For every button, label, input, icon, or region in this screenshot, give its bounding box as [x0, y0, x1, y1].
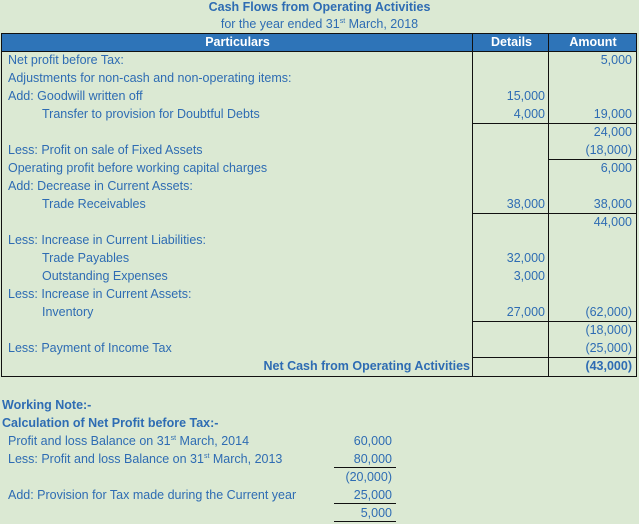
- label-prefix: Less: Profit and loss Balance on 31: [8, 452, 204, 466]
- row-amount: 44,000: [593, 215, 632, 229]
- label-suffix: March, 2013: [209, 452, 283, 466]
- header-amount: Amount: [569, 35, 617, 49]
- total-rule: [334, 521, 396, 522]
- row-details: 38,000: [506, 197, 545, 211]
- row-details: 27,000: [506, 305, 545, 319]
- working-note-label: [8, 488, 296, 502]
- row-particulars: Adjustments for non-cash and non-operating items:: [8, 71, 292, 85]
- table-row: [2, 340, 636, 358]
- working-note-subheading: Calculation of Net Profit before Tax:-: [2, 416, 219, 430]
- table-row: [2, 178, 636, 196]
- working-note-label: [8, 452, 282, 466]
- row-details: 32,000: [506, 251, 545, 265]
- row-particulars: Add: Goodwill written off: [8, 89, 143, 103]
- table-header: [2, 34, 636, 52]
- working-note-line: [0, 434, 400, 452]
- working-note-value: 60,000: [353, 434, 392, 448]
- table-row: [2, 160, 636, 178]
- row-particulars: Trade Payables: [42, 251, 130, 265]
- subtotal-rule: [334, 467, 396, 468]
- statement-subtitle: [0, 17, 639, 31]
- row-details: 3,000: [513, 269, 545, 283]
- table-row: [2, 142, 636, 160]
- working-note-value: 80,000: [353, 452, 392, 466]
- table-row: [2, 106, 636, 124]
- row-details: 15,000: [506, 89, 545, 103]
- label-prefix: Add: Provision for Tax made during the Current year: [8, 488, 297, 502]
- table-row: [2, 286, 636, 304]
- label-sup: st: [170, 434, 177, 442]
- table-row: [2, 322, 636, 340]
- subtotal-rule: [334, 503, 396, 504]
- row-particulars: Net profit before Tax:: [8, 53, 124, 67]
- table-row: [2, 358, 636, 376]
- working-note-line: [0, 470, 400, 488]
- row-amount: (43,000): [585, 359, 632, 373]
- row-particulars: Less: Increase in Current Assets:: [8, 287, 192, 301]
- subtitle-text: for the year ended 31: [220, 17, 340, 31]
- row-particulars: Inventory: [42, 305, 94, 319]
- row-amount: 5,000: [600, 53, 632, 67]
- table-row: [2, 52, 636, 70]
- row-particulars: Operating profit before working capital charges: [8, 161, 268, 175]
- row-amount: 24,000: [593, 125, 632, 139]
- working-note-label: [8, 434, 249, 448]
- table-row: [2, 70, 636, 88]
- row-particulars: Less: Profit on sale of Fixed Assets: [8, 143, 203, 157]
- subtitle-sup: st: [339, 17, 346, 25]
- row-particulars: Outstanding Expenses: [42, 269, 168, 283]
- table-row: [2, 88, 636, 106]
- row-particulars: Trade Receivables: [42, 197, 146, 211]
- row-amount: (18,000): [585, 323, 632, 337]
- row-particulars: Less: Increase in Current Liabilities:: [8, 233, 207, 247]
- row-amount: (62,000): [585, 305, 632, 319]
- header-details: Details: [491, 35, 532, 49]
- row-amount: (18,000): [585, 143, 632, 157]
- table-row: [2, 214, 636, 232]
- label-suffix: March, 2014: [176, 434, 250, 448]
- table-row: [2, 268, 636, 286]
- table-row: [2, 304, 636, 322]
- label-sup: st: [203, 452, 210, 460]
- row-amount: 19,000: [593, 107, 632, 121]
- table-row: [2, 124, 636, 142]
- row-amount: 6,000: [600, 161, 632, 175]
- row-particulars: Less: Payment of Income Tax: [8, 341, 172, 355]
- working-note-value: 25,000: [353, 488, 392, 502]
- header-particulars: Particulars: [205, 35, 270, 49]
- working-note-heading: Working Note:-: [2, 398, 92, 412]
- working-note-value: 5,000: [360, 506, 392, 520]
- row-particulars: Net Cash from Operating Activities: [263, 359, 470, 373]
- table-row: [2, 232, 636, 250]
- statement-title: Cash Flows from Operating Activities: [208, 0, 431, 14]
- table-row: [2, 250, 636, 268]
- row-particulars: Add: Decrease in Current Assets:: [8, 179, 193, 193]
- subtitle-text-suffix: March, 2018: [345, 17, 419, 31]
- table-row: [2, 196, 636, 214]
- row-amount: (25,000): [585, 341, 632, 355]
- working-note-value: (20,000): [345, 470, 392, 484]
- label-prefix: Profit and loss Balance on 31: [8, 434, 171, 448]
- cash-flow-table: [1, 33, 637, 377]
- row-amount: 38,000: [593, 197, 632, 211]
- row-particulars: Transfer to provision for Doubtful Debts: [42, 107, 260, 121]
- row-details: 4,000: [513, 107, 545, 121]
